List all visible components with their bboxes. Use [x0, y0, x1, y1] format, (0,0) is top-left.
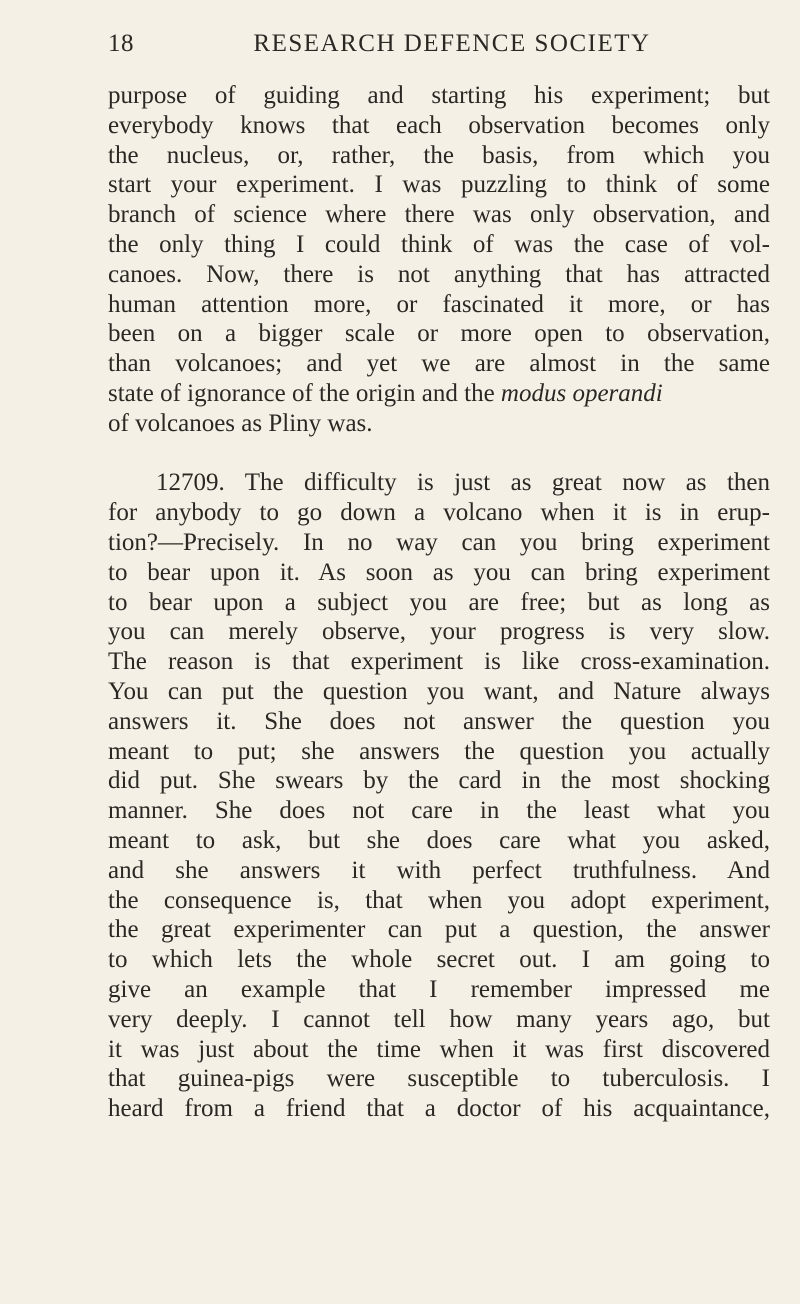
text-line: for anybody to go down a volcano when it is in erup- [108, 499, 770, 527]
text-line: very deeply. I cannot tell how many years ago, but [108, 1005, 770, 1033]
text-line: that guinea-pigs were susceptible to tuberculosis. I [108, 1065, 770, 1093]
text-line: it was just about the time when it was first discovered [108, 1035, 770, 1063]
text-line: the consequence is, that when you adopt experiment, [108, 886, 770, 914]
text-line: The reason is that experiment is like cross-examination. [108, 648, 770, 676]
text-line: human attention more, or fascinated it more, or has [108, 290, 770, 318]
text-line: and she answers it with perfect truthfulness. And [108, 856, 770, 884]
text-line: answers it. She does not answer the question you [108, 707, 770, 735]
text-line: meant to ask, but she does care what you asked, [108, 826, 770, 854]
running-head [108, 30, 768, 64]
text-line: tion?—Precisely. In no way can you bring experiment [108, 528, 770, 556]
text-line [108, 379, 770, 409]
text-line: canoes. Now, there is not anything that has attracted [108, 260, 770, 288]
text-line: purpose of guiding and starting his experiment; but [108, 82, 770, 109]
text-line: You can put the question you want, and Nature always [108, 677, 770, 705]
text-line: to bear upon a subject you are free; but as long as [108, 588, 770, 616]
text-line: manner. She does not care in the least what you [108, 797, 770, 825]
paragraph-gap [108, 439, 770, 469]
text-line: everybody knows that each observation becomes only [108, 111, 770, 139]
body-text [108, 81, 770, 1124]
text-line: of volcanoes as Pliny was. [108, 409, 373, 437]
text-line: the great experimenter can put a question, the answer [108, 916, 770, 944]
text-fragment: state of ignorance of the origin and the [108, 379, 501, 407]
text-line: heard from a friend that a doctor of his acquaintance, [108, 1095, 770, 1123]
text-line: start your experiment. I was puzzling to think of some [108, 171, 770, 199]
running-title: RESEARCH DEFENCE SOCIETY [253, 30, 651, 57]
page-number: 18 [108, 30, 134, 57]
text-line: the nucleus, or, rather, the basis, from which you [108, 141, 770, 169]
text-line: to which lets the whole secret out. I am going to [108, 946, 770, 974]
text-line: than volcanoes; and yet we are almost in the same [108, 350, 770, 378]
text-line: 12709. The difficulty is just as great now as then [156, 469, 770, 497]
italic-phrase: modus operandi [500, 379, 663, 407]
text-line: give an example that I remember impressed me [108, 975, 770, 1003]
text-line: the only thing I could think of was the case of vol- [108, 230, 770, 258]
text-line: meant to put; she answers the question you actually [108, 737, 770, 765]
text-line: been on a bigger scale or more open to observation, [108, 320, 770, 348]
paragraph [108, 81, 770, 439]
text-line: did put. She swears by the card in the most shocking [108, 767, 770, 795]
paragraph [108, 468, 770, 1124]
text-line: to bear upon it. As soon as you can bring experiment [108, 558, 770, 586]
text-line: you can merely observe, your progress is very slow. [108, 618, 770, 646]
text-line: branch of science where there was only observation, and [108, 201, 770, 229]
